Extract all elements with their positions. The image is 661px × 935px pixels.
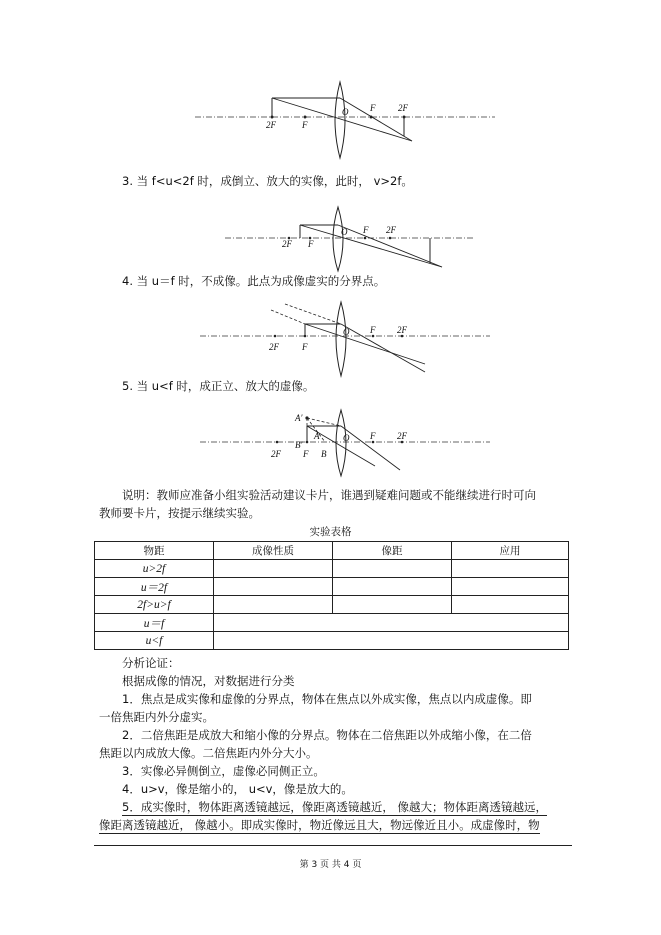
header-object-distance: 物距: [95, 542, 214, 560]
label-a: A: [314, 431, 320, 441]
label-2f-right: 2F: [386, 225, 396, 235]
item-5: 5. 当 u<f 时，成正立、放大的虚像。: [122, 379, 315, 393]
label-2f-left: 2F: [271, 449, 281, 459]
lens-diagram-2: [220, 205, 480, 275]
table-cell[interactable]: [452, 596, 569, 614]
header-application: 应用: [452, 542, 569, 560]
table-cell[interactable]: [214, 560, 333, 578]
label-f-right: F: [363, 225, 369, 235]
label-f-left: F: [302, 342, 308, 352]
label-2f-left: 2F: [282, 239, 292, 249]
header-image-distance: 像距: [333, 542, 452, 560]
analysis-p3: 3．实像必异侧倒立，虚像必同侧正立。: [122, 764, 325, 778]
table-title: 实验表格: [309, 526, 352, 538]
row-label: u＝f: [95, 614, 214, 632]
note-line-1: 说明：教师应准备小组实验活动建议卡片，谁遇到疑难问题或不能继续进行时可向: [122, 488, 536, 502]
analysis-heading: 分析论证：: [122, 656, 180, 670]
table-row: [95, 632, 569, 650]
label-f-left: F: [303, 449, 309, 459]
analysis-p1b: 一倍焦距内外分虚实。: [99, 710, 214, 724]
item-3: 3. 当 f<u<2f 时，成倒立、放大的实像，此时， v>2f。: [122, 174, 413, 188]
label-a-prime: A′: [295, 413, 303, 423]
analysis-p2b: 焦距以内成放大像。二倍焦距内外分大小。: [99, 746, 318, 760]
footer-rule: [94, 845, 572, 846]
note-line-2: 教师要卡片，按提示继续实验。: [99, 506, 260, 520]
lens-diagram-3: [195, 300, 495, 380]
table-cell[interactable]: [333, 596, 452, 614]
table-cell[interactable]: [214, 578, 333, 596]
lens-diagram-1: [190, 78, 500, 163]
analysis-p1a: 1．焦点是成实像和虚像的分界点，物体在焦点以外成实像，焦点以内成虚像。即: [122, 692, 532, 706]
label-2f-right: 2F: [397, 325, 407, 335]
label-2f-right: 2F: [398, 103, 408, 113]
table-header-row: [95, 542, 569, 560]
experiment-table: [94, 541, 569, 650]
label-o: O: [343, 433, 350, 443]
analysis-p4: 4．u>v，像是缩小的， u<v，像是放大的。: [122, 782, 353, 796]
label-b: B: [321, 449, 327, 459]
analysis-intro: 根据成像的情况，对数据进行分类: [122, 674, 295, 688]
table-cell-merged[interactable]: [214, 614, 569, 632]
table-cell[interactable]: [452, 578, 569, 596]
row-label: u<f: [95, 632, 214, 650]
table-cell[interactable]: [333, 578, 452, 596]
table-cell[interactable]: [333, 560, 452, 578]
label-b-prime: B′: [295, 440, 303, 450]
label-f-left: F: [302, 120, 308, 130]
label-f-right: F: [370, 325, 376, 335]
item-4: 4. 当 u＝f 时，不成像。此点为成像虚实的分界点。: [122, 274, 386, 288]
page-footer: 第 3 页 共 4 页: [299, 860, 362, 870]
lens-diagram-4: [195, 408, 495, 478]
row-label: u>2f: [95, 560, 214, 578]
row-label: u＝2f: [95, 578, 214, 596]
analysis-p2a: 2．二倍焦距是成放大和缩小像的分界点。物体在二倍焦距以外成缩小像，在二倍: [122, 728, 532, 742]
label-2f-left: 2F: [266, 120, 276, 130]
label-o: O: [342, 107, 349, 117]
header-image-nature: 成像性质: [214, 542, 333, 560]
analysis-p5b: 像距离透镜越近， 像越小。即成实像时，物近像远且大，物远像近且小。成虚像时，物: [99, 818, 540, 832]
label-f-right: F: [370, 103, 376, 113]
table-row: [95, 578, 569, 596]
table-row: [95, 614, 569, 632]
row-label: 2f>u>f: [95, 596, 214, 614]
table-row: [95, 596, 569, 614]
table-cell[interactable]: [452, 560, 569, 578]
table-cell-merged[interactable]: [214, 632, 569, 650]
label-f-left: F: [308, 239, 314, 249]
label-2f-left: 2F: [269, 342, 279, 352]
label-f-right: F: [370, 431, 376, 441]
table-row: [95, 560, 569, 578]
label-o: O: [341, 227, 348, 237]
analysis-p5a: 5．成实像时，物体距离透镜越远，像距离透镜越近， 像越大；物体距离透镜越远，: [122, 800, 547, 814]
label-o: O: [343, 327, 350, 337]
label-2f-right: 2F: [397, 431, 407, 441]
table-cell[interactable]: [214, 596, 333, 614]
